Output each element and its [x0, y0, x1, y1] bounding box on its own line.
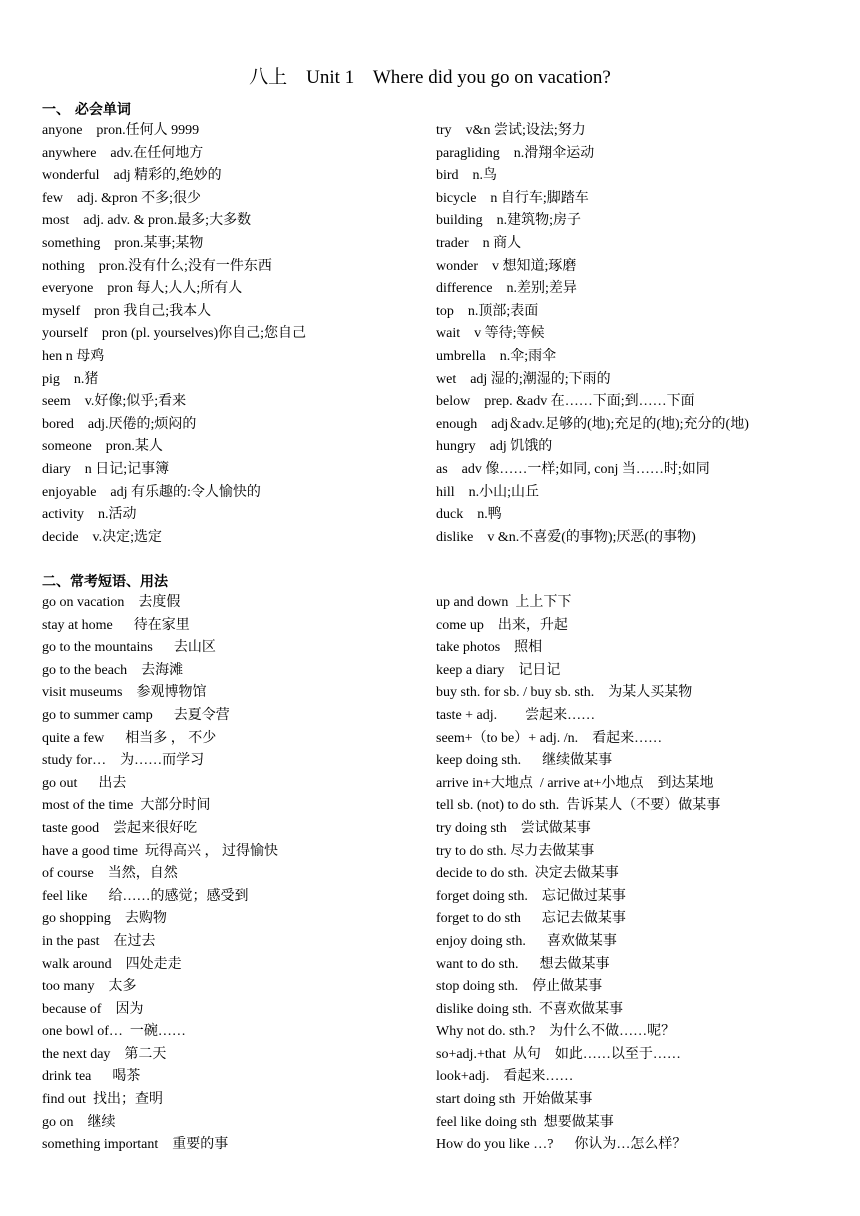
- list-item: enjoyable adj 有乐趣的:令人愉快的: [42, 484, 261, 500]
- list-item: yourself pron (pl. yourselves)你自己;您自己: [42, 326, 307, 342]
- list-item: visit museums 参观博物馆: [42, 685, 207, 701]
- list-item: stay at home 待在家里: [42, 617, 190, 633]
- list-item: difference n.差别;差异: [436, 281, 577, 297]
- list-item: start doing sth 开始做某事: [436, 1092, 593, 1108]
- section-heading-words: 一、 必会单词: [42, 102, 131, 118]
- list-item: someone pron.某人: [42, 439, 163, 455]
- list-item: dislike doing sth. 不喜欢做某事: [436, 1001, 624, 1017]
- list-item: keep a diary 记日记: [436, 662, 561, 678]
- list-item: few adj. &pron 不多;很少: [42, 190, 202, 206]
- list-item: decide v.决定;选定: [42, 529, 163, 545]
- list-item: myself pron 我自己;我本人: [42, 303, 212, 319]
- list-item: try to do sth. 尽力去做某事: [436, 843, 595, 859]
- list-item: study for… 为……而学习: [42, 753, 205, 769]
- list-item: taste + adj. 尝起来……: [436, 707, 596, 723]
- list-item: look+adj. 看起来……: [436, 1069, 574, 1085]
- page-title: 八上 Unit 1 Where did you go on vacation?: [249, 67, 611, 88]
- phrase-list-right: [436, 592, 720, 1157]
- list-item: keep doing sth. 继续做某事: [436, 753, 613, 769]
- list-item: walk around 四处走走: [42, 956, 182, 972]
- list-item: something pron.某事;某物: [42, 235, 204, 251]
- list-item: decide to do sth. 决定去做某事: [436, 866, 619, 882]
- list-item: forget to do sth 忘记去做某事: [436, 911, 626, 927]
- list-item: go on 继续: [42, 1114, 116, 1130]
- list-item: go to the beach 去海滩: [42, 662, 184, 678]
- list-item: most adj. adv. & pron.最多;大多数: [42, 213, 252, 229]
- word-list-left: [42, 120, 306, 549]
- list-item: dislike v &n.不喜爱(的事物);厌恶(的事物): [436, 529, 696, 545]
- list-item: come up 出来，升起: [436, 617, 568, 633]
- list-item: How do you like …? 你认为…怎么样？: [436, 1137, 687, 1153]
- list-item: seem+（to be）+ adj. /n. 看起来……: [436, 730, 663, 746]
- list-item: tell sb. (not) to do sth. 告诉某人（不要）做某事: [436, 798, 721, 814]
- list-item: below prep. &adv 在……下面;到……下面: [436, 394, 695, 410]
- list-item: find out 找出；查明: [42, 1092, 163, 1108]
- list-item: enough adj＆adv.足够的(地);充足的(地);充分的(地): [436, 416, 749, 432]
- list-item: hen n 母鸡: [42, 348, 105, 364]
- list-item: most of the time 大部分时间: [42, 798, 211, 814]
- list-item: activity n.活动: [42, 507, 137, 523]
- list-item: bicycle n 自行车;脚踏车: [436, 190, 589, 206]
- list-item: anyone pron.任何人 9999: [42, 123, 200, 138]
- list-item: paragliding n.滑翔伞运动: [436, 145, 595, 161]
- list-item: wonder v 想知道;琢磨: [436, 258, 577, 274]
- list-item: of course 当然，自然: [42, 866, 178, 882]
- list-item: go out 出去: [42, 775, 127, 791]
- list-item: Why not do. sth.? 为什么不做……呢？: [436, 1024, 676, 1040]
- list-item: something important 重要的事: [42, 1137, 229, 1153]
- list-item: take photos 照相: [436, 640, 543, 656]
- list-item: arrive in+大地点 / arrive at+小地点 到达某地: [436, 775, 714, 791]
- list-item: have a good time 玩得高兴 ， 过得愉快: [42, 843, 279, 859]
- list-item: forget doing sth. 忘记做过某事: [436, 888, 626, 904]
- list-item: hill n.小山;山丘: [436, 484, 540, 500]
- list-item: diary n 日记;记事簿: [42, 461, 170, 477]
- list-item: buy sth. for sb. / buy sb. sth. 为某人买某物: [436, 685, 693, 701]
- list-item: everyone pron 每人;人人;所有人: [42, 281, 243, 297]
- list-item: try v&n 尝试;设法;努力: [436, 123, 586, 138]
- section-heading-phrases: 二、常考短语、用法: [42, 574, 168, 590]
- list-item: bird n.鸟: [436, 168, 498, 184]
- list-item: because of 因为: [42, 1001, 144, 1017]
- list-item: seem v.好像;似乎;看来: [42, 394, 187, 410]
- list-item: too many 太多: [42, 979, 137, 995]
- list-item: duck n.鸭: [436, 507, 502, 523]
- word-list-right: [436, 120, 749, 549]
- list-item: the next day 第二天: [42, 1046, 167, 1062]
- list-item: drink tea 喝茶: [42, 1069, 141, 1085]
- list-item: pig n.猪: [42, 371, 99, 387]
- list-item: try doing sth 尝试做某事: [436, 820, 591, 836]
- list-item: anywhere adv.在任何地方: [42, 145, 204, 161]
- list-item: feel like doing sth 想要做某事: [436, 1114, 614, 1130]
- list-item: so+adj.+that 从句 如此……以至于……: [436, 1046, 681, 1062]
- list-item: go shopping 去购物: [42, 911, 167, 927]
- list-item: wet adj 湿的;潮湿的;下雨的: [436, 371, 611, 387]
- list-item: enjoy doing sth. 喜欢做某事: [436, 933, 617, 949]
- list-item: one bowl of… 一碗……: [42, 1024, 186, 1040]
- list-item: quite a few 相当多 ， 不少: [42, 730, 217, 746]
- list-item: bored adj.厌倦的;烦闷的: [42, 416, 197, 432]
- list-item: go on vacation 去度假: [42, 595, 181, 610]
- list-item: feel like 给……的感觉；感受到: [42, 888, 249, 904]
- list-item: umbrella n.伞;雨伞: [436, 348, 557, 364]
- list-item: hungry adj 饥饿的: [436, 439, 553, 455]
- list-item: in the past 在过去: [42, 933, 156, 949]
- list-item: wonderful adj 精彩的,绝妙的: [42, 168, 222, 184]
- list-item: building n.建筑物;房子: [436, 213, 582, 229]
- list-item: nothing pron.没有什么;没有一件东西: [42, 258, 272, 274]
- list-item: wait v 等待;等候: [436, 326, 545, 342]
- phrase-list-left: [42, 592, 278, 1157]
- list-item: up and down 上上下下: [436, 595, 572, 610]
- list-item: as adv 像……一样;如同, conj 当……时;如同: [436, 461, 710, 477]
- list-item: top n.顶部;表面: [436, 303, 539, 319]
- list-item: trader n 商人: [436, 235, 522, 251]
- list-item: go to the mountains 去山区: [42, 640, 216, 656]
- list-item: taste good 尝起来很好吃: [42, 820, 198, 836]
- list-item: want to do sth. 想去做某事: [436, 956, 610, 972]
- list-item: stop doing sth. 停止做某事: [436, 979, 603, 995]
- list-item: go to summer camp 去夏令营: [42, 707, 230, 723]
